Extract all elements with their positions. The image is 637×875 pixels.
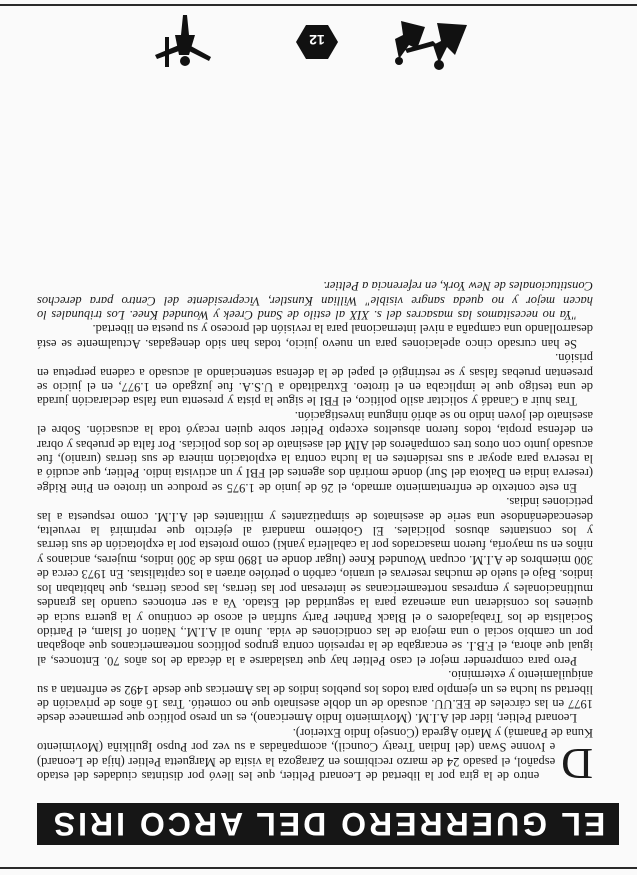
dancer-figure-icon (149, 13, 219, 69)
article-body (37, 279, 593, 788)
paragraph-6: Se han cursado cinco apelaciones para un nuevo juicio, todas han sido denegadas. Actualmente se está desarrollando una campaña a nivel internacional para la revisión del proceso y su puesta en libertad. (37, 322, 593, 351)
closing-quote: "Ya no necesitamos las masacres del s. XIX al estilo de Sand Creek y Wounded Knee. Los tribunales lo hacen mejor y no queda sangre visible" Willian Kunstler, Vicepresidente del Centro para derechos Constitucionales de New York, en referencia a Peltier. (37, 279, 593, 322)
paragraph-2: Leonard Peltier, líder del A.I.M. (Movimiento Indio Americano), es un preso político que permanece desde 1977 en las cárceles de EE.UU. acusado de un doble asesinato que no cometió. Tras 16 años de privación de libertad su lucha es un ejemplo para todos los pueblos indios de las Americas que desde 1492 se enfrentan a su aniquilamiento y exterminio. (37, 668, 593, 726)
warrior-figures-icon (387, 15, 477, 75)
paragraph-4: En este contexto de enfrentamiento armado, el 26 de junio de 1.975 se produce un tiroteo en Pine Ridge (reserva india en Dakota del Sur) donde morirán dos agentes del FBI y un activista indio. Peltier, que acudió a la reserva para apoyar a sus residentes en la lucha contra la explotación minera de sus tierras (uranio), fue acusado junto con otros tres compañeros del AIM del asesinato de los dos policías. Por falta de pruebas y obrar en defensa propia, todos fueron absueltos excepto Peltier sobre quien recayó toda la acusación. Sobre el asesinato del joven indio no se abrió ninguna investigación. (37, 408, 593, 495)
paragraph-3: Pero para comprender mejor el caso Peltier hay que trasladarse a la década de los años 70. Entonces, al igual que ahora, el F.B.I. se encargaba de la represión contra grupos políticos norteamericanos que abogaban por un cambio social o una mejora de las condiciones de vida. Junto al A.I.M., Nation of Islam, el Partido Socialista de los Trabajadores o el Black Panther Party sufrían el acoso de continuo y la guerra sucia de quienes los consideran una amenaza para la seguridad del Estado. Va a ser entonces cuando las grandes multinacionales y empresas norteamericanas se interesan por las tierras, las pocas tierras, que habitaban los indios. Bajo el suelo de muchas reservas el uranio, carbón o petróleo atraen a los capitalistas. En 1973 cerca de 300 miembros de A.I.M. ocupan Wounded Knee (lugar donde en 1890 más de 300 indios, mujeres, ancianos y niños en su mayoría, fueron masacrados por la caballería yanki) como protesta por la explotación de sus tierras y los constantes abusos policiales. El Gobierno mandará al ejército que reprimirá la revuelta, desencadenándose una serie de asesinatos de simpatizantes y militantes del A.I.M. como respuesta a las peticiones indias. (37, 495, 593, 668)
page-number: 12 (309, 32, 325, 48)
paragraph-1 (37, 725, 593, 788)
article-title-banner: EL GUERRERO DEL ARCO IRIS (37, 803, 619, 845)
drop-cap: D (561, 739, 593, 788)
paragraph-1-text: entro de la gira por la libertad de Leonard Peltier, que les llevó por distintas ciudades del estado español, el pasado 24 de marzo recibimos en Zaragoza la visita de Marguetta Peltier (hija de Leonard) e Ivonne Swan (del Indian Treaty Council), acompañadas a su vez por Pupso Igulikiña (Movimiento Kuna de Panamá) y Mario Agreda (Consejo Indio Exterior). (37, 725, 593, 783)
page-number-badge (295, 23, 339, 61)
paragraph-5: Tras huir a Canadá y solicitar asilo político, el FBI le sigue la pista y presenta una falsa declaración jurada de una testigo que le implicaba en el tiroteo. Extraditado a U.S.A. fue juzgado en 1.977, en el juicio se presentan pruebas falsas y se restringió el papel de la defensa sentenciando al acusado a cadena perpetua en prisión. (37, 351, 593, 409)
